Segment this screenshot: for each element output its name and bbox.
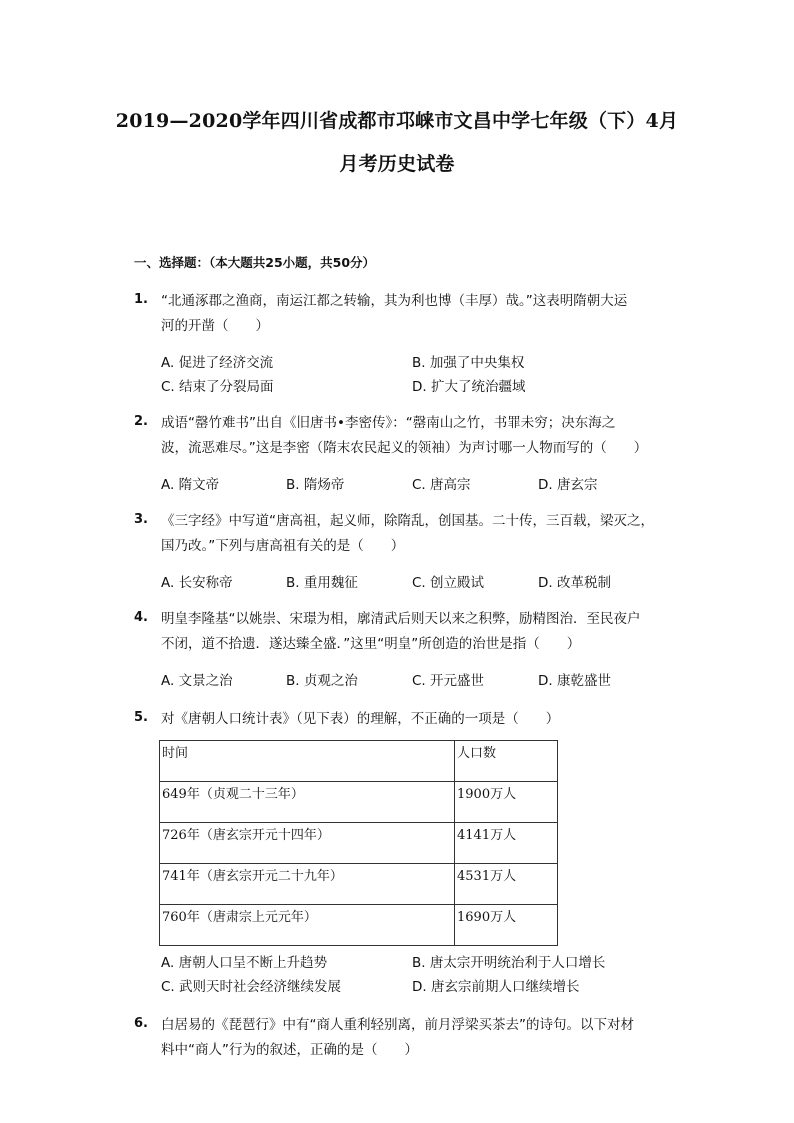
table-row <box>160 823 558 864</box>
question-text: 成语“罄竹难书”出自《旧唐书•李密传》：“罄南山之竹，书罪未穷；决东海之 <box>161 415 616 431</box>
question-text: 不闭，道不拾遗．遂达臻全盛．”这里“明皇”所创造的治世是指（ ） <box>161 636 581 652</box>
option-d[interactable]: D. 改革税制 <box>538 575 611 591</box>
option-c[interactable]: C. 开元盛世 <box>412 673 485 689</box>
table-cell-population: 1900万人 <box>455 782 558 823</box>
question-text: 国乃改。”下列与唐高祖有关的是（ ） <box>161 538 405 554</box>
exam-title-line2: 月考历史试卷 <box>339 153 455 175</box>
question-number: 4. <box>134 610 148 625</box>
question-text: 《三字经》中写道“唐高祖，起义师，除隋乱，创国基。二十传，三百载，梁灭之， <box>161 513 654 529</box>
option-b[interactable]: B. 加强了中央集权 <box>412 355 525 371</box>
question-text: “北通涿郡之渔商，南运江都之转输，其为利也博（丰厚）哉。”这表明隋朝大运 <box>161 293 628 309</box>
question-number: 2. <box>134 414 148 429</box>
question-text: 波，流恶难尽。”这是李密（隋末农民起义的领袖）为声讨哪一人物而写的（ ） <box>161 440 648 456</box>
option-a[interactable]: A. 促进了经济交流 <box>161 355 274 371</box>
option-d[interactable]: D. 唐玄宗 <box>538 477 598 493</box>
option-c[interactable]: C. 结束了分裂局面 <box>161 379 274 395</box>
question-text: 料中“商人”行为的叙述，正确的是（ ） <box>161 1042 418 1058</box>
question-number: 6. <box>134 1016 148 1031</box>
option-b[interactable]: B. 唐太宗开明统治利于人口增长 <box>412 955 606 971</box>
table-header-row <box>160 741 558 782</box>
option-a[interactable]: A. 文景之治 <box>161 673 233 689</box>
question-text: 白居易的《琵琶行》中有“商人重利轻别离，前月浮梁买茶去”的诗句。以下对材 <box>161 1017 634 1033</box>
table-cell-time: 726年（唐玄宗开元十四年） <box>160 823 455 864</box>
option-c[interactable]: C. 武则天时社会经济继续发展 <box>161 979 342 995</box>
table-cell-time: 649年（贞观二十三年） <box>160 782 455 823</box>
table-cell-population: 4531万人 <box>455 864 558 905</box>
exam-title-line1: 2019—2020学年四川省成都市邛崃市文昌中学七年级（下）4月 <box>115 110 679 132</box>
table-cell-population: 1690万人 <box>455 905 558 946</box>
table-row <box>160 905 558 946</box>
question-text: 明皇李隆基“以姚崇、宋璟为相，廓清武后则天以来之积弊，励精图治．至民夜户 <box>161 611 641 627</box>
option-d[interactable]: D. 康乾盛世 <box>538 673 611 689</box>
option-d[interactable]: D. 唐玄宗前期人口继续增长 <box>412 979 580 995</box>
option-b[interactable]: B. 隋炀帝 <box>286 477 345 493</box>
option-c[interactable]: C. 唐高宗 <box>412 477 471 493</box>
option-a[interactable]: A. 唐朝人口呈不断上升趋势 <box>161 955 328 971</box>
question-text: 对《唐朝人口统计表》（见下表）的理解，不正确的一项是（ ） <box>161 711 560 727</box>
option-b[interactable]: B. 贞观之治 <box>286 673 358 689</box>
table-row <box>160 782 558 823</box>
question-number: 1. <box>134 292 148 307</box>
table-row <box>160 864 558 905</box>
table-cell-time: 741年（唐玄宗开元二十九年） <box>160 864 455 905</box>
question-number: 3. <box>134 512 148 527</box>
table-cell-population: 4141万人 <box>455 823 558 864</box>
option-a[interactable]: A. 隋文帝 <box>161 477 220 493</box>
option-d[interactable]: D. 扩大了统治疆域 <box>412 379 526 395</box>
question-text: 河的开凿（ ） <box>161 318 269 334</box>
section-heading: 一、选择题：（本大题共25小题，共50分） <box>134 255 376 270</box>
question-number: 5. <box>134 710 148 725</box>
table-header-time: 时间 <box>160 741 455 782</box>
population-table <box>159 740 558 946</box>
option-c[interactable]: C. 创立殿试 <box>412 575 485 591</box>
option-a[interactable]: A. 长安称帝 <box>161 575 233 591</box>
table-header-population: 人口数 <box>455 741 558 782</box>
option-b[interactable]: B. 重用魏征 <box>286 575 358 591</box>
table-cell-time: 760年（唐肃宗上元元年） <box>160 905 455 946</box>
